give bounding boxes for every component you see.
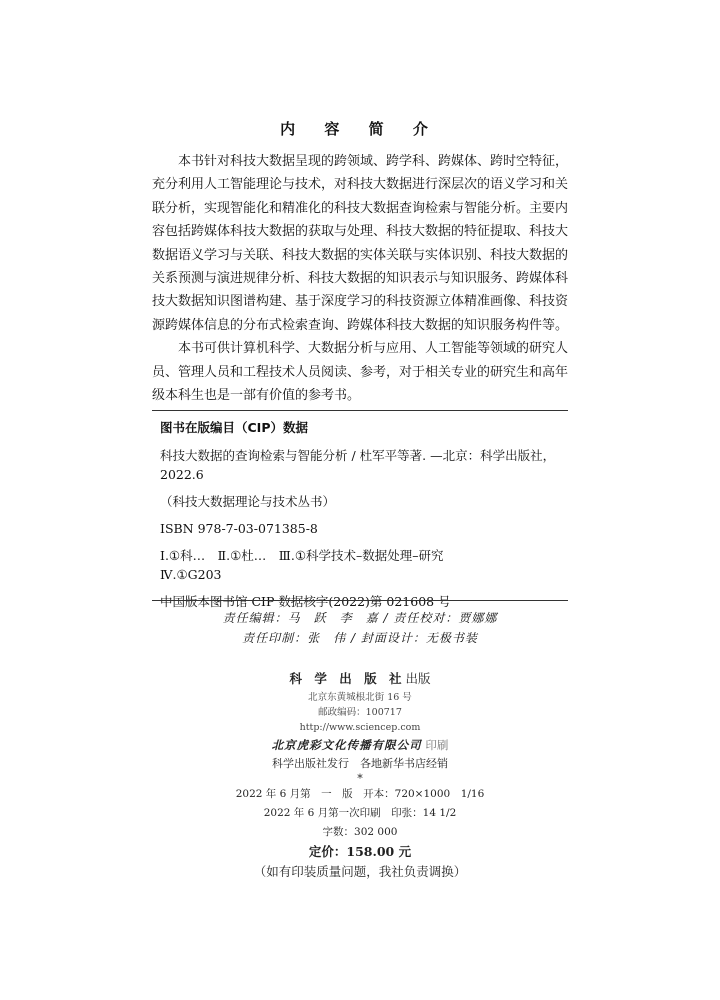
editors-line-2: 责任印制：张 伟 / 封面设计：无极书装 xyxy=(242,631,478,645)
publisher-suffix: 出版 xyxy=(405,671,431,686)
publisher-url: http://www.sciencep.com xyxy=(299,722,421,733)
cip-block xyxy=(160,446,566,611)
cip-classification-2: Ⅳ.①G203 xyxy=(160,567,222,582)
imprint-block xyxy=(0,668,720,882)
price: 定价：158.00 元 xyxy=(308,844,412,859)
cip-record-number: 中国版本图书馆 CIP 数据核字(2022)第 021608 号 xyxy=(160,594,451,609)
printer-line xyxy=(0,735,720,755)
printer-name: 北京虎彩文化传播有限公司 xyxy=(271,738,422,752)
intro-paragraph-1: 本书针对科技大数据呈现的跨领域、跨学科、跨媒体、跨时空特征，充分利用人工智能理论与技术，对科技大数据进行深层次的语义学习和关联分析，实现智能化和精准化的科技大数据查询检索与智能分析。主要内容包括跨媒体科技大数据的获取与处理、科技大数据的特征提取、科技大数据语义学习与关联、科技大数据的实体关联与实体识别、科技大数据的关系预测与演进规律分析、科技大数据的知识表示与知识服务、跨媒体科技大数据知识图谱构建、基于深度学习的科技资源立体精准画像、科技资源跨媒体信息的分布式检索查询、跨媒体科技大数据的知识服务构件等。 xyxy=(152,154,569,333)
cip-isbn: ISBN 978-7-03-071385-8 xyxy=(160,521,318,536)
publisher-line xyxy=(0,668,720,690)
printing-line: 2022 年 6 月第一次印刷 印张：14 1/2 xyxy=(263,807,457,819)
publisher-address: 北京东黄城根北街 16 号 xyxy=(308,692,412,703)
introduction xyxy=(152,150,568,407)
cip-classification-1: Ⅰ.①科… Ⅱ.①杜… Ⅲ.①科学技术–数据处理–研究 xyxy=(160,548,444,563)
editors-line-1: 责任编辑：马 跃 李 嘉 / 责任校对：贾娜娜 xyxy=(222,611,498,625)
cip-top-rule xyxy=(152,410,568,411)
publisher-postcode: 邮政编码：100717 xyxy=(318,707,402,718)
page-title: 内 容 简 介 xyxy=(280,120,440,138)
cip-bibliographic-line: 科技大数据的查询检索与智能分析 / 杜军平等著. —北京：科学出版社，2022.6 xyxy=(160,448,556,482)
editors-block xyxy=(0,608,720,648)
quality-note: （如有印装质量问题，我社负责调换） xyxy=(253,864,467,879)
publisher-name: 科 学 出 版 社 xyxy=(289,671,406,686)
cip-title: 图书在版编目（CIP）数据 xyxy=(160,420,308,435)
cip-series: （科技大数据理论与技术丛书） xyxy=(160,494,336,509)
cip-bottom-rule xyxy=(152,600,568,601)
printer-suffix: 印刷 xyxy=(425,738,449,752)
intro-paragraph-2: 本书可供计算机科学、大数据分析与应用、人工智能等领域的研究人员、管理人员和工程技术人员阅读、参考，对于相关专业的研究生和高年级本科生也是一部有价值的参考书。 xyxy=(152,341,569,404)
word-count: 字数：302 000 xyxy=(322,826,398,838)
separator-star: * xyxy=(357,772,363,785)
distribution-line: 科学出版社发行 各地新华书店经销 xyxy=(272,757,448,770)
edition-line: 2022 年 6 月第 一 版 开本：720×1000 1/16 xyxy=(235,788,485,800)
